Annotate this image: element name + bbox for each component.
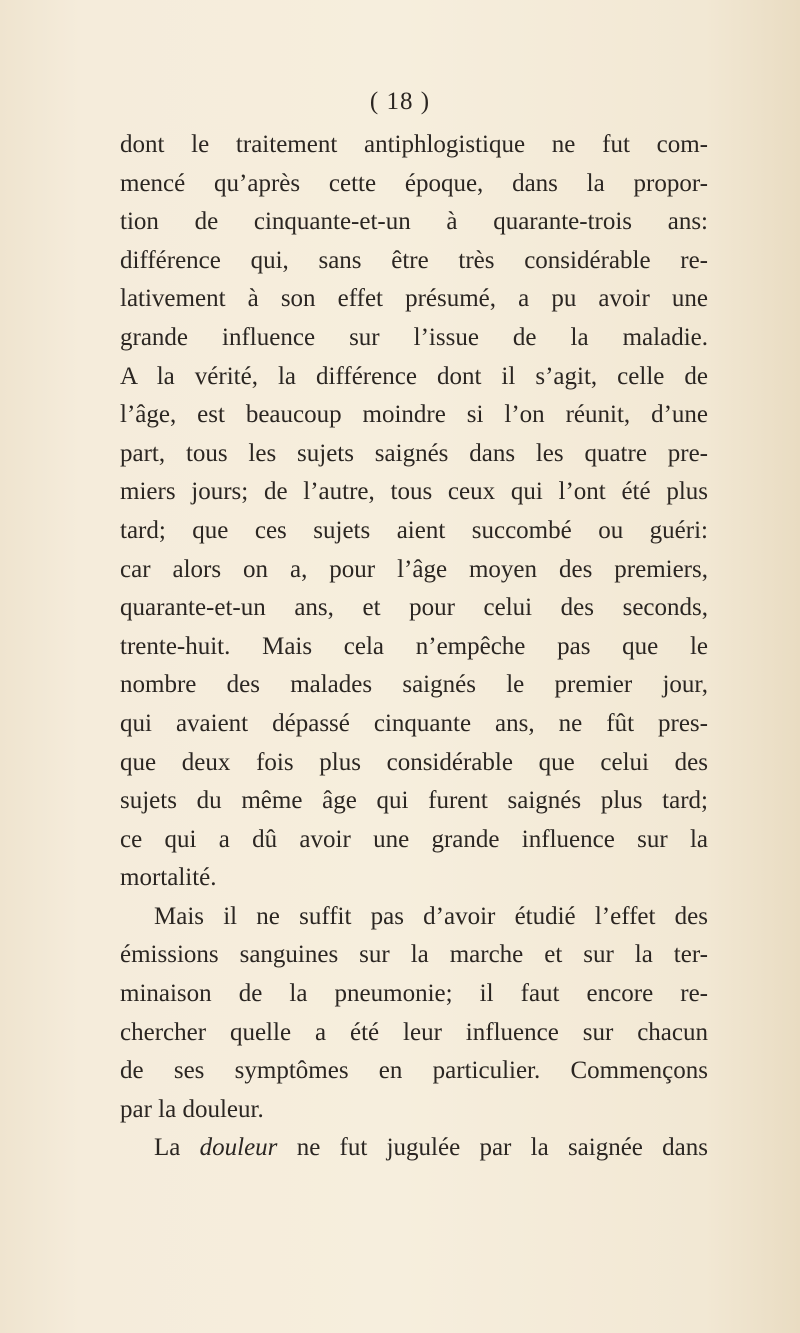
text-line: que deux fois plus considérable que celui des bbox=[120, 748, 708, 776]
text-line: sujets du même âge qui furent saignés plus tard; bbox=[120, 787, 708, 815]
text-line: quarante-et-un ans, et pour celui des seconds, bbox=[120, 594, 708, 622]
text-line: chercher quelle a été leur influence sur chacun bbox=[120, 1018, 708, 1046]
text-line: ce qui a dû avoir une grande influence sur la bbox=[120, 825, 708, 853]
text-line: A la vérité, la différence dont il s’agit, celle de bbox=[120, 362, 708, 390]
text-line: dont le traitement antiphlogistique ne fut com- bbox=[120, 131, 708, 158]
paragraph-1 bbox=[120, 126, 708, 898]
text-line: différence qui, sans être très considérable re- bbox=[120, 246, 708, 274]
text-line: lativement à son effet présumé, a pu avoir une bbox=[120, 285, 708, 313]
text-line: car alors on a, pour l’âge moyen des premiers, bbox=[120, 555, 708, 583]
text-line: minaison de la pneumonie; il faut encore re- bbox=[120, 980, 708, 1008]
italic-term: douleur bbox=[199, 1134, 278, 1162]
text-line: part, tous les sujets saignés dans les quatre pre- bbox=[120, 439, 708, 467]
text-line: miers jours; de l’autre, tous ceux qui l’ont été plus bbox=[120, 478, 708, 506]
text-line: qui avaient dépassé cinquante ans, ne fût pres- bbox=[120, 709, 708, 737]
text-line: par la douleur. bbox=[120, 1095, 264, 1123]
text-line: nombre des malades saignés le premier jour, bbox=[120, 671, 708, 699]
text-line: de ses symptômes en particulier. Commençons bbox=[120, 1057, 708, 1085]
text-line: tard; que ces sujets aient succombé ou guéri: bbox=[120, 516, 708, 544]
body-text bbox=[120, 126, 708, 1168]
text-line: l’âge, est beaucoup moindre si l’on réunit, d’une bbox=[120, 401, 708, 429]
paragraph-2 bbox=[120, 898, 708, 1130]
paragraph-3 bbox=[120, 1129, 708, 1168]
text-line: mortalité. bbox=[120, 864, 217, 892]
text-line: grande influence sur l’issue de la maladie. bbox=[120, 323, 708, 351]
text-fragment: ne fut jugulée par la saignée dans bbox=[277, 1134, 708, 1162]
text-line: mencé qu’après cette époque, dans la propor- bbox=[120, 169, 708, 197]
text-line: Mais il ne suffit pas d’avoir étudié l’effet des bbox=[154, 902, 708, 930]
text-line bbox=[120, 1129, 708, 1168]
page-number: ( 18 ) bbox=[369, 88, 431, 115]
text-line: trente-huit. Mais cela n’empêche pas que le bbox=[120, 632, 708, 660]
text-line: tion de cinquante-et-un à quarante-trois ans: bbox=[120, 208, 708, 236]
text-line: émissions sanguines sur la marche et sur la ter- bbox=[120, 941, 708, 969]
text-fragment: La bbox=[154, 1134, 200, 1162]
